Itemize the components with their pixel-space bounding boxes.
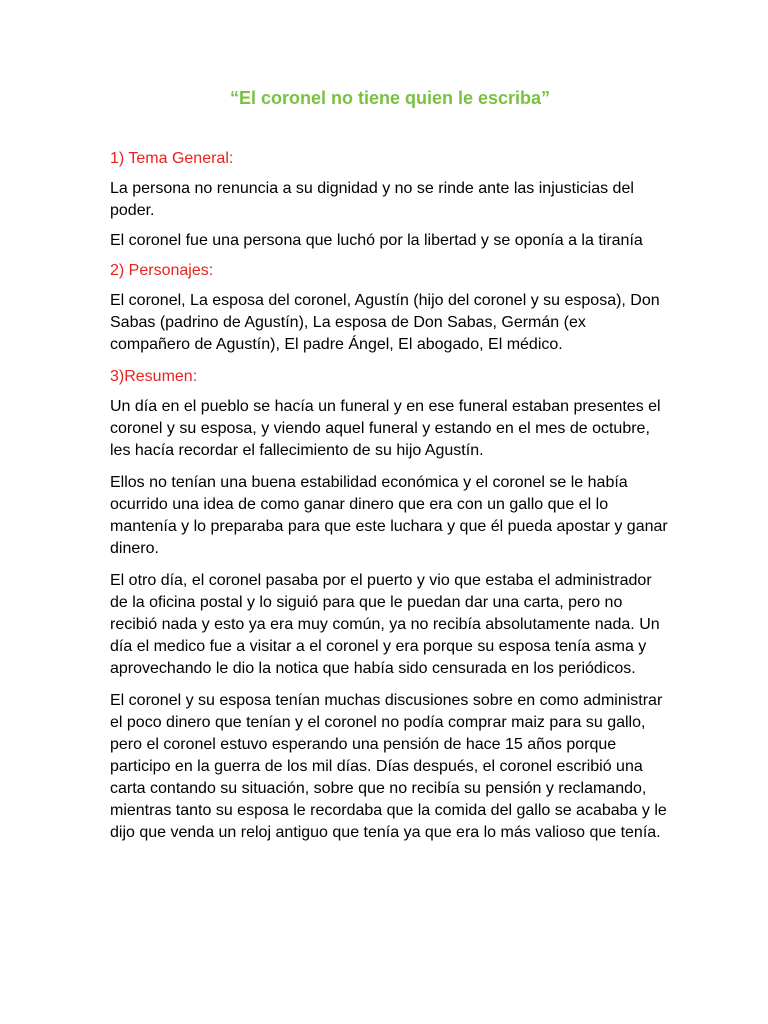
- paragraph: Ellos no tenían una buena estabilidad económica y el coronel se le había ocurrido una idea de como ganar dinero que era con un gallo que el lo mantenía y lo preparaba para que este luchara y que él pueda apostar y ganar dinero.: [110, 474, 668, 557]
- paragraph: El otro día, el coronel pasaba por el puerto y vio que estaba el administrador de la oficina postal y lo siguió para que le puedan dar una carta, pero no recibió nada y esto ya era muy común, ya no recibía absolutamente nada. Un día el medico fue a visitar a el coronel y era porque su esposa tenía asma y aprovechando le dio la notica que había sido censurada en los periódicos.: [110, 572, 660, 677]
- section-tema-general: [110, 148, 670, 252]
- paragraph: La persona no renuncia a su dignidad y no se rinde ante las injusticias del poder.: [110, 180, 634, 219]
- section-heading: 1) Tema General:: [110, 150, 234, 167]
- paragraph: El coronel fue una persona que luchó por la libertad y se oponía a la tiranía: [110, 232, 643, 249]
- section-personajes: [110, 260, 670, 356]
- paragraph: El coronel y su esposa tenían muchas discusiones sobre en como administrar el poco dinero que tenían y el coronel no podía comprar maiz para su gallo, pero el coronel estuvo esperando una pensión de hace 15 años porque participo en la guerra de los mil días. Días después, el coronel escribió una carta contando su situación, sobre que no recibía su pensión y reclamando, mientras tanto su esposa le recordaba que la comida del gallo se acababa y le dijo que venda un reloj antiguo que tenía ya que era lo más valioso que tenía.: [110, 692, 667, 841]
- section-heading: 2) Personajes:: [110, 262, 214, 279]
- section-resumen: [110, 366, 670, 844]
- document-page: [110, 86, 670, 854]
- paragraph: El coronel, La esposa del coronel, Agustín (hijo del coronel y su esposa), Don Sabas (padrino de Agustín), La esposa de Don Sabas, Germán (ex compañero de Agustín), El padre Ángel, El abogado, El médico.: [110, 292, 660, 353]
- paragraph: Un día en el pueblo se hacía un funeral y en ese funeral estaban presentes el coronel y su esposa, y viendo aquel funeral y estando en el mes de octubre, les hacía recordar el fallecimiento de su hijo Agustín.: [110, 398, 661, 459]
- document-title: “El coronel no tiene quien le escriba”: [229, 88, 551, 108]
- section-heading: 3)Resumen:: [110, 368, 198, 385]
